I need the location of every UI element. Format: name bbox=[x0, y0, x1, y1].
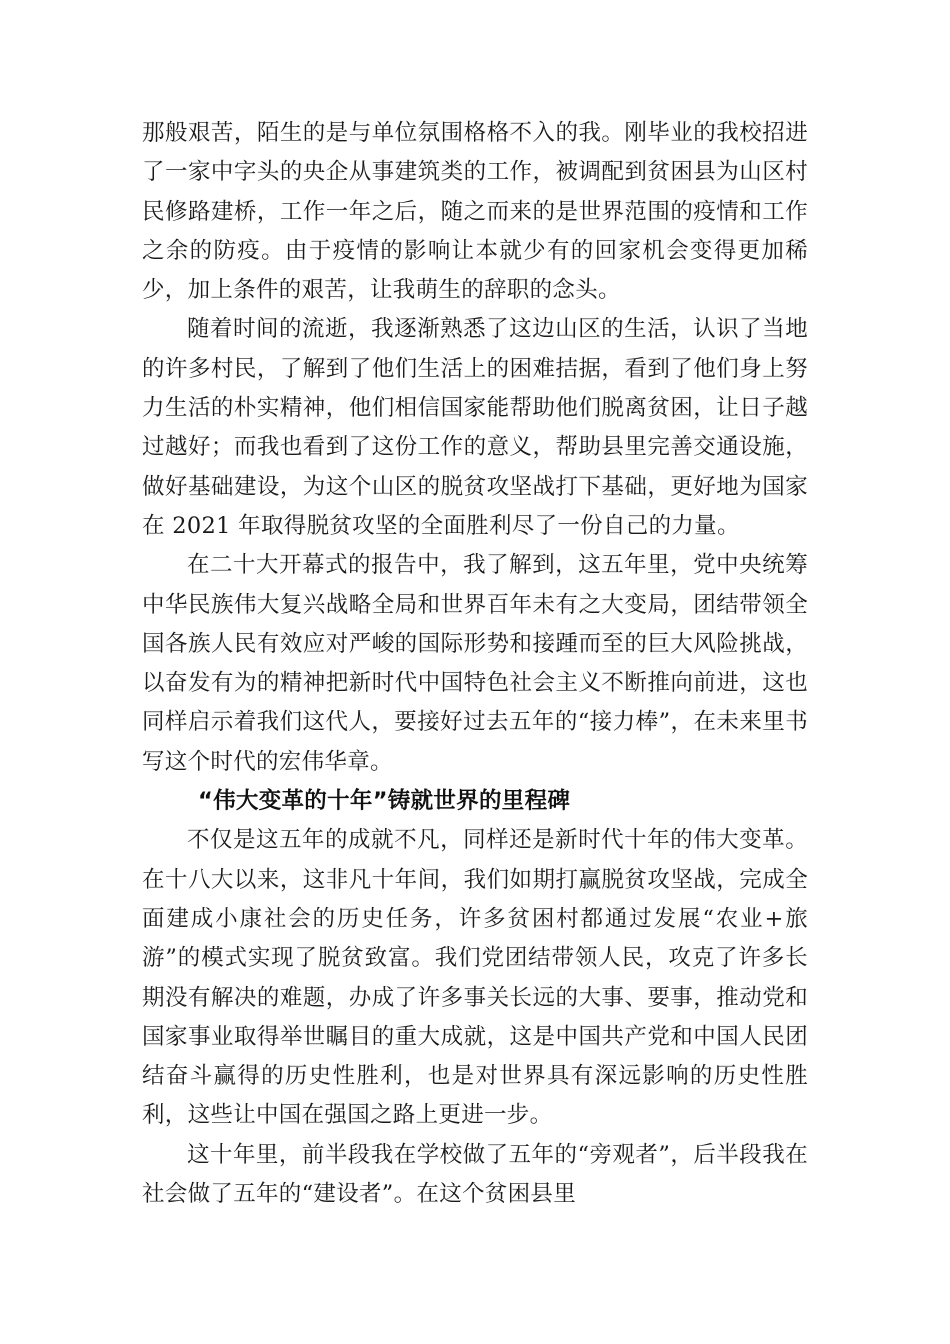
paragraph-1: 那般艰苦，陌生的是与单位氛围格格不入的我。刚毕业的我校招进了一家中字头的央企从事建筑类的工作，被调配到贫困县为山区村民修路建桥，工作一年之后，随之而来的是世界范围的疫情和工作之余的防疫。由于疫情的影响让本就少有的回家机会变得更加稀少，加上条件的艰苦，让我萌生的辞职的念头。 bbox=[142, 120, 808, 304]
paragraph-5: 这十年里，前半段我在学校做了五年的“旁观者”，后半段我在社会做了五年的“建设者”。在这个贫困县里 bbox=[142, 1141, 808, 1208]
paragraph-4: 不仅是这五年的成就不凡，同样还是新时代十年的伟大变革。在十八大以来，这非凡十年间，我们如期打赢脱贫攻坚战，完成全面建成小康社会的历史任务，许多贫困村都通过发展“农业+旅游”的模式实现了脱贫致富。我们党团结带领人民，攻克了许多长期没有解决的难题，办成了许多事关长远的大事、要事，推动党和国家事业取得举世瞩目的重大成就，这是中国共产党和中国人民团结奋斗赢得的历史性胜利，也是对世界具有深远影响的历史性胜利，这些让中国在强国之路上更进一步。 bbox=[142, 827, 808, 1129]
document-page bbox=[142, 114, 808, 1214]
section-heading: “伟大变革的十年”铸就世界的里程碑 bbox=[198, 788, 571, 815]
paragraph-3: 在二十大开幕式的报告中，我了解到，这五年里，党中央统筹中华民族伟大复兴战略全局和世界百年未有之大变局，团结带领全国各族人民有效应对严峻的国际形势和接踵而至的巨大风险挑战，以奋发有为的精神把新时代中国特色社会主义不断推向前进，这也同样启示着我们这代人，要接好过去五年的“接力棒”，在未来里书写这个时代的宏伟华章。 bbox=[142, 552, 808, 775]
paragraph-2: 随着时间的流逝，我逐渐熟悉了这边山区的生活，认识了当地的许多村民，了解到了他们生活上的困难拮据，看到了他们身上努力生活的朴实精神，他们相信国家能帮助他们脱离贫困，让日子越过越好；而我也看到了这份工作的意义，帮助县里完善交通设施，做好基础建设，为这个山区的脱贫攻坚战打下基础，更好地为国家在 2021 年取得脱贫攻坚的全面胜利尽了一份自己的力量。 bbox=[142, 316, 808, 539]
